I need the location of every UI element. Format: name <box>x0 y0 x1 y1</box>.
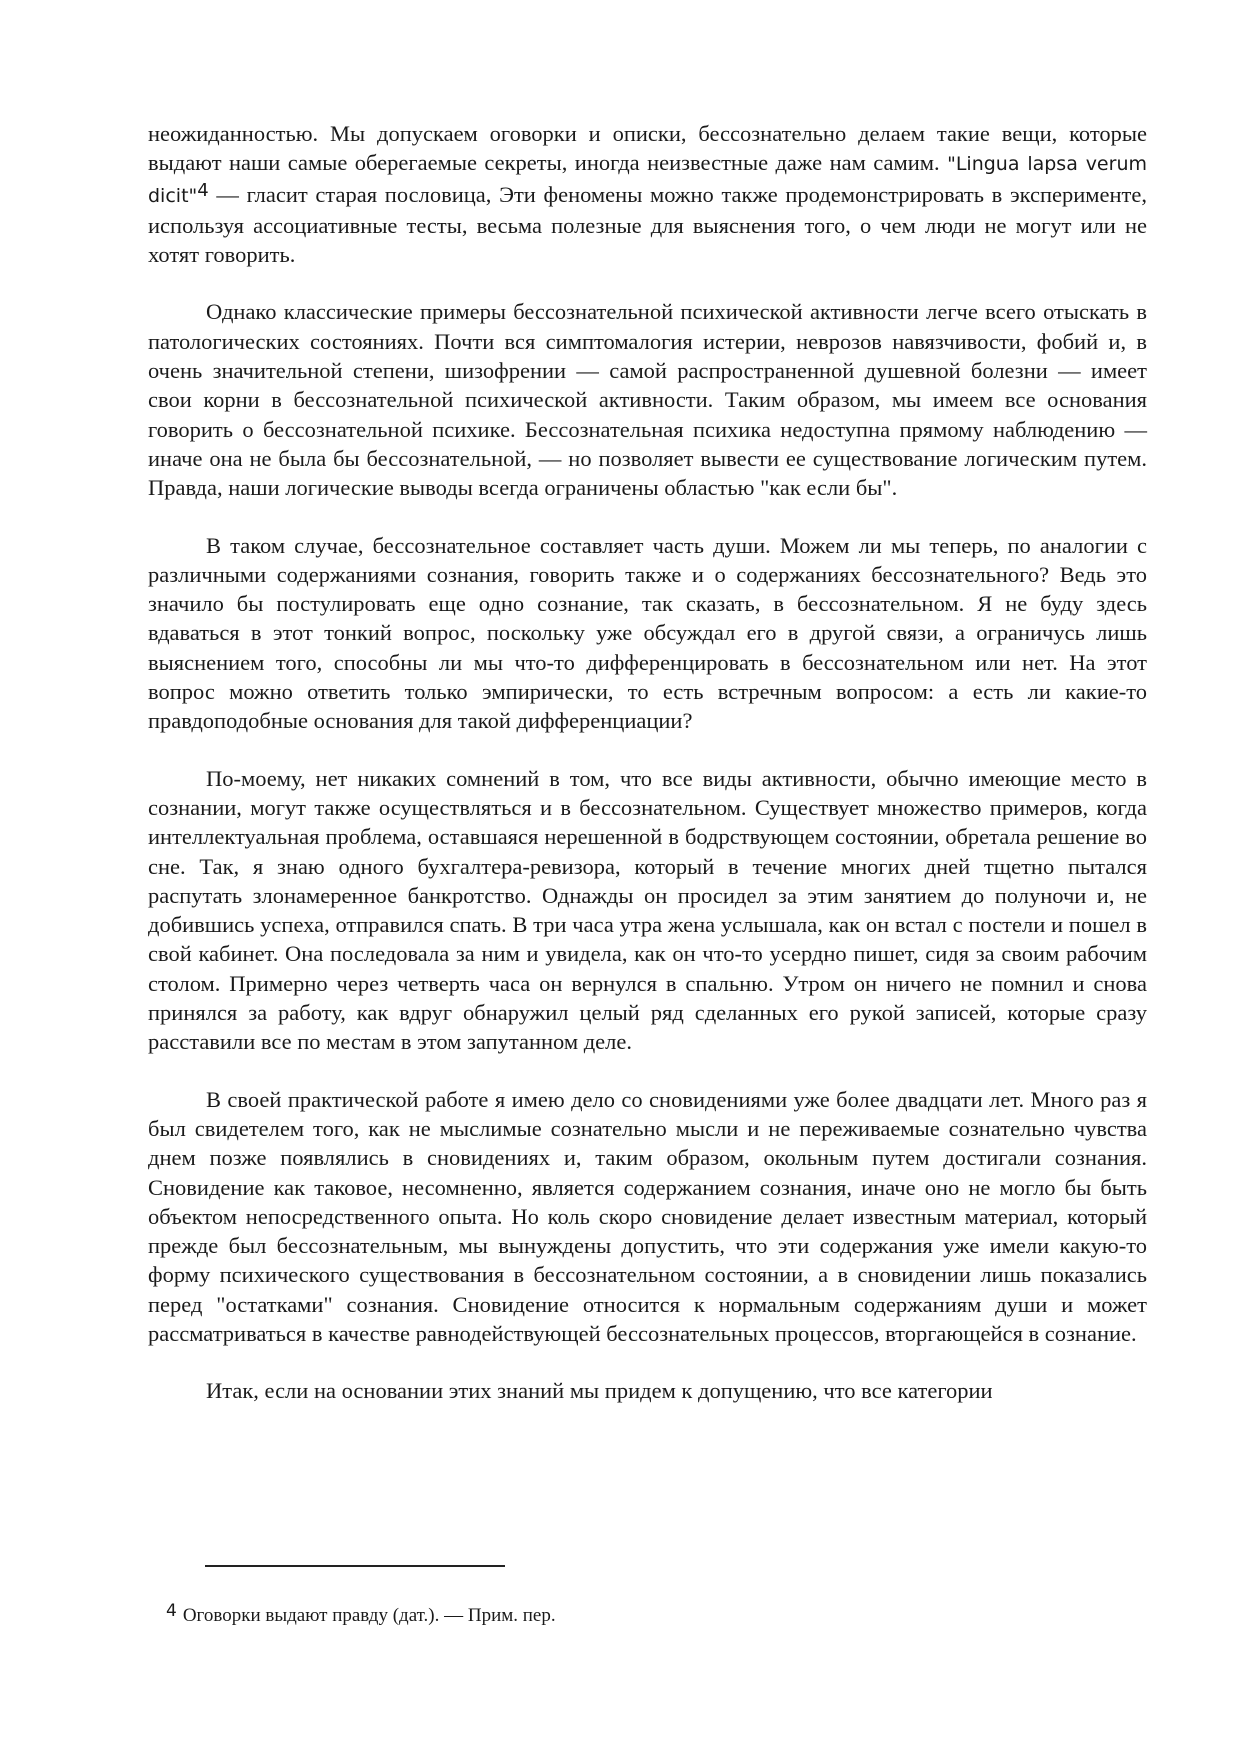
paragraph-4: По-моему, нет никаких сомнений в том, что все виды активности, обычно имеющие место в сознании, могут также осуществляться и в бессознательном. Существует множество примеров, когда интеллектуальная проблема, оставшаяся нерешенной в бодрствующем состоянии, обретала решение во сне. Так, я знаю одного бухгалтера-ревизора, который в течение многих дней тщетно пытался распутать злонамеренное банкротство. Однажды он просидел за этим занятием до полуночи и, не добившись успеха, отправился спать. В три часа утра жена услышала, как он встал с постели и пошел в свой кабинет. Она последовала за ним и увидела, как он что-то усердно пишет, сидя за своим рабочим столом. Примерно через четверть часа он вернулся в спальню. Утром он ничего не помнил и снова принялся за работу, как вдруг обнаружил целый ряд сделанных его рукой записей, которые сразу расставили все по местам в этом запутанном деле. <box>148 765 1147 1055</box>
document-page <box>148 119 1147 1406</box>
paragraph-1-text-after: — гласит старая пословица, Эти феномены можно также продемонстрировать в эксперименте, используя ассоциативные тесты, весьма полезные для выяснения того, о чем люди не могут или не хотят говорить. <box>148 181 1147 268</box>
footnote-text: Оговорки выдают правду (дат.). — Прим. пер. <box>182 1605 556 1626</box>
paragraph-2: Однако классические примеры бессознательной психической активности легче всего отыскать в патологических состояниях. Почти вся симптомалогия истерии, неврозов навязчивости, фобий и, в очень значительной степени, шизофрении — самой распространенной душевной болезни — имеет свои корни в бессознательной психической активности. Таким образом, мы имеем все основания говорить о бессознательной психике. Бессознательная психика недоступна прямому наблюдению — иначе она не была бы бессознательной, — но позволяет вывести ее существование логическим путем. Правда, наши логические выводы всегда ограничены областью "как если бы". <box>148 299 1147 501</box>
footnote-divider <box>205 1565 505 1567</box>
paragraph-1 <box>148 119 1147 269</box>
paragraph-3: В таком случае, бессознательное составляет часть души. Можем ли мы теперь, по аналогии с различными содержаниями сознания, говорить также и о содержаниях бессознательного? Ведь это значило бы постулировать еще одно сознание, так сказать, в бессознательном. Я не буду здесь вдаваться в этот тонкий вопрос, поскольку уже обсуждал его в другой связи, а ограничусь лишь выяснением того, способны ли мы что-то дифференцировать в бессознательном или нет. На этот вопрос можно ответить только эмпирически, то есть встречным вопросом: а есть ли какие-то правдоподобные основания для такой дифференциации? <box>148 532 1147 734</box>
latin-proverb: "Lingua lapsa verum dicit" <box>148 153 1147 207</box>
footnote-number: 4 <box>166 1601 177 1621</box>
paragraph-6: Итак, если на основании этих знаний мы придем к допущению, что все категории <box>206 1378 993 1404</box>
paragraph-1-text-before: неожиданностью. Мы допускаем оговорки и описки, бессознательно делаем такие вещи, которые выдают наши самые оберегаемые секреты, иногда неизвестные даже нам самим. <box>148 121 1147 176</box>
footnote <box>166 1601 556 1627</box>
paragraph-5: В своей практической работе я имею дело со сновидениями уже более двадцати лет. Много раз я был свидетелем того, как не мыслимые сознательно мысли и не переживаемые сознательно чувства днем позже появлялись в сновидениях и, таким образом, окольным путем достигали сознания. Сновидение как таковое, несомненно, является содержанием сознания, иначе оно не могло бы быть объектом непосредственного опыта. Но коль скоро сновидение делает известным материал, который прежде был бессознательным, мы вынуждены допустить, что эти содержания уже имели какую-то форму психического существования в бессознательном состоянии, а в сновидении лишь показались перед "остатками" сознания. Сновидение относится к нормальным содержаниям души и может рассматриваться в качестве равнодействующей бессознательных процессов, вторгающейся в сознание. <box>148 1086 1147 1346</box>
footnote-reference[interactable]: 4 <box>197 179 209 201</box>
